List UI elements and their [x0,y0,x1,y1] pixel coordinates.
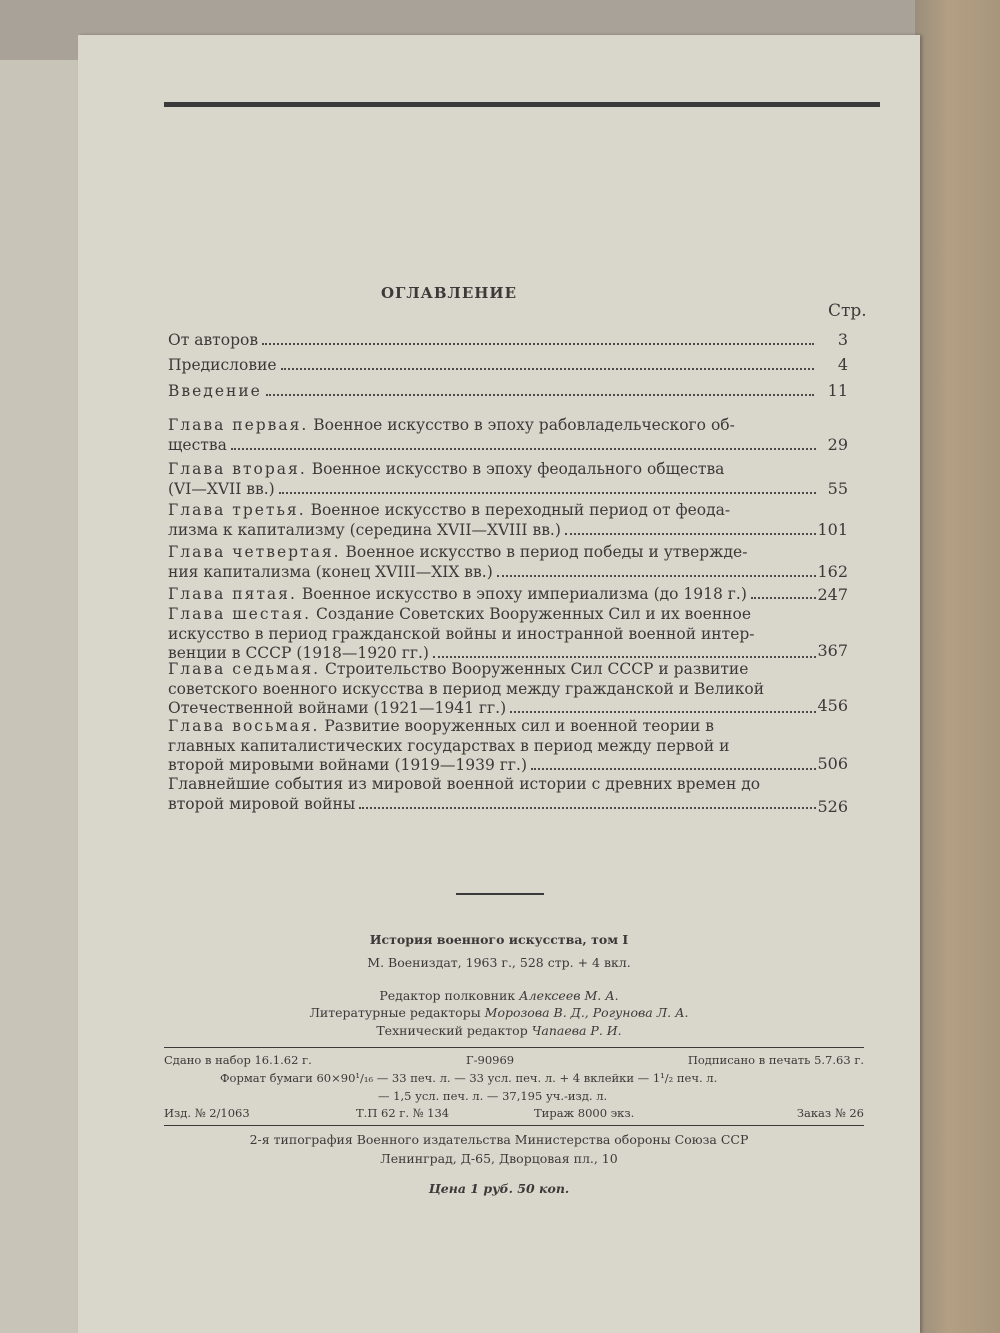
top-rule [164,102,880,107]
printer-line: 2-я типография Военного издательства Министерства обороны Союза ССР [249,1132,749,1147]
print-row: Сдано в набор 16.1.62 г. Г-90969 Подписано в печать 5.7.63 г. [164,1053,864,1067]
toc-page: 247 [817,585,848,604]
toc-page: 29 [827,435,848,454]
toc-chapter: Глава вторая. Военное искусство в эпоху феодального общества (VI—XVII вв.) [168,460,820,499]
table-rule [164,1047,864,1048]
toc-page: 3 [837,330,848,349]
toc-page: 506 [817,754,848,773]
background-cover [915,0,1000,1333]
toc-page: 55 [827,479,848,498]
toc-chapter: Глава третья. Военное искусство в переходный период от феода- лизма к капитализму (середина XVII—XVIII вв.) [168,501,820,540]
price-line: Цена 1 руб. 50 коп. [428,1181,570,1196]
background-left-page [0,60,80,1333]
tech-editor-line: Технический редактор Чапаева Р. И. [376,1023,622,1038]
toc-page: 367 [817,641,848,660]
publisher-line: М. Воениздат, 1963 г., 528 стр. + 4 вкл. [367,955,631,970]
toc-page: 456 [817,696,848,715]
print-row: Изд. № 2/1063 Т.П 62 г. № 134 Тираж 8000 экз. Заказ № 26 [164,1106,864,1120]
print-row: Формат бумаги 60×90¹/₁₆ — 33 печ. л. — 33 усл. печ. л. + 4 вклейки — 1¹/₂ печ. л. [220,1071,718,1085]
print-row: — 1,5 усл. печ. л. — 37,195 уч.-изд. л. [378,1089,608,1103]
printer-address: Ленинград, Д-65, Дворцовая пл., 10 [380,1151,618,1166]
toc-page: 4 [837,355,848,374]
toc-chapter: Глава пятая. Военное искусство в эпоху империализма (до 1918 г.) [168,585,820,605]
toc-title: ОГЛАВЛЕНИЕ [380,284,518,302]
book-page [78,35,920,1333]
toc-chapter: Глава четвертая. Военное искусство в период победы и утвержде- ния капитализма (конец XVIII—XIX вв.) [168,543,820,582]
toc-chapter: Глава первая. Военное искусство в эпоху рабовладельческого об- щества [168,416,820,455]
toc-entry: Предисловие [168,355,818,376]
table-rule [164,1125,864,1126]
toc-chapter: Глава восьмая. Развитие вооруженных сил и военной теории в главных капиталистических государствах в период между первой и второй мировыми войнами (1919—1939 гг.) [168,717,820,776]
editor-line: Редактор полковник Алексеев М. А. [379,988,619,1003]
toc-page: 101 [817,520,848,539]
toc-page: 11 [827,381,848,400]
toc-entry: От авторов [168,330,818,351]
page-column-label: Стр. [828,301,867,321]
toc-chapter: Глава шестая. Создание Советских Вооруженных Сил и их военное искусство в период гражданской войны и иностранной военной интер- венции в СССР (1918—1920 гг.) [168,605,820,664]
toc-chapter: Главнейшие события из мировой военной истории с древних времен до второй мировой войны [168,775,820,814]
lit-editors-line: Литературные редакторы Морозова В. Д., Рогунова Л. А. [309,1005,689,1020]
book-title: История военного искусства, том I [369,932,629,947]
toc-entry: Введение [168,381,818,402]
toc-page: 526 [817,797,848,816]
toc-page: 162 [817,562,848,581]
toc-chapter: Глава седьмая. Строительство Вооруженных Сил СССР и развитие советского военного искусства в период между гражданской и Великой Отечественной войнами (1921—1941 гг.) [168,660,820,719]
separator-rule [456,893,544,895]
